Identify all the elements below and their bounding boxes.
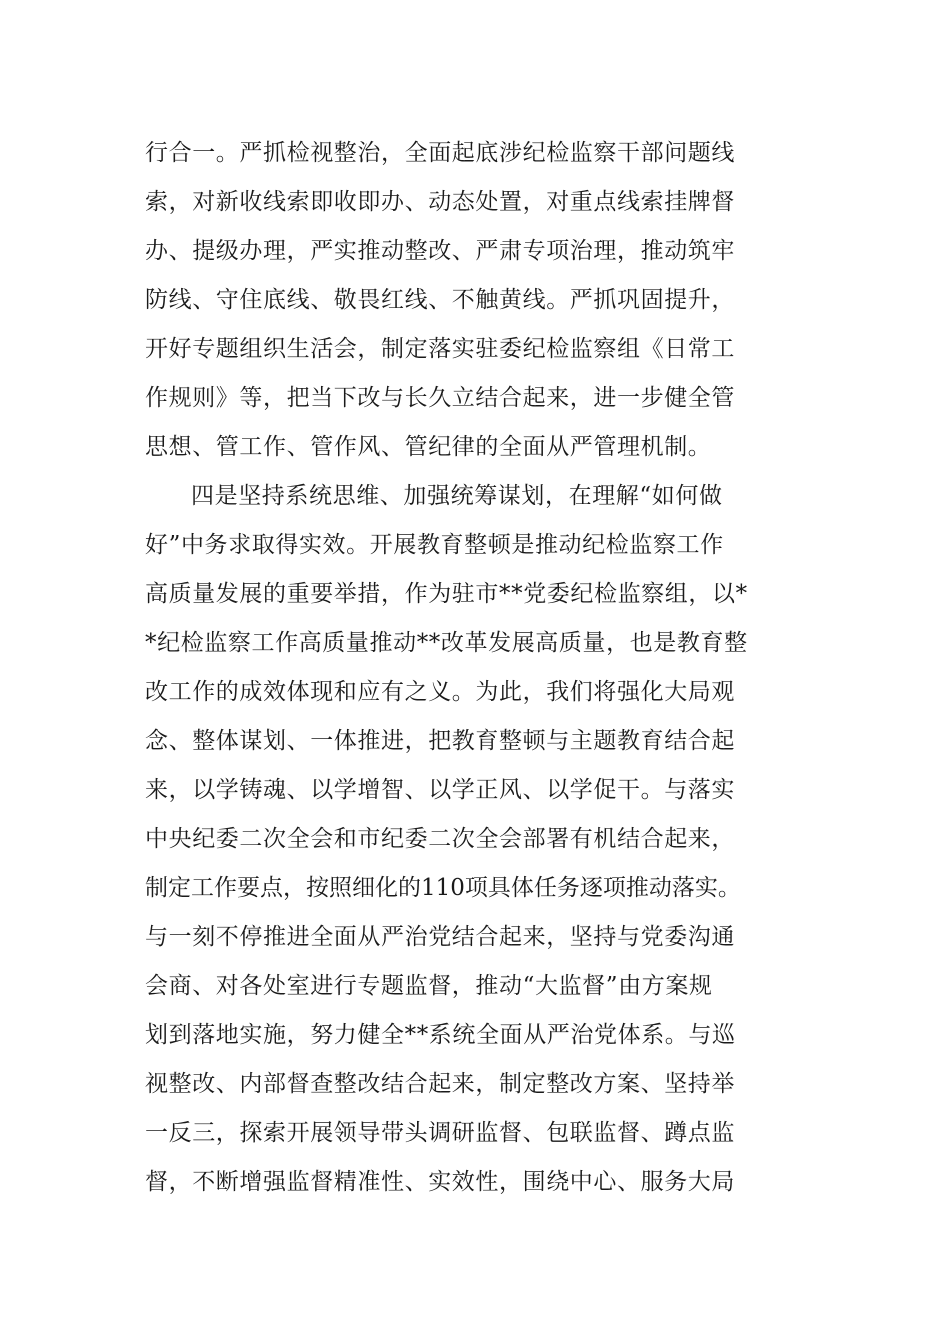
text-line-3: 办、提级办理，严实推动整改、严肃专项治理，推动筑牢 (145, 238, 735, 264)
text-line-7: 思想、管工作、管作风、管纪律的全面从严管理机制。 (145, 434, 712, 460)
text-line-13: 念、整体谋划、一体推进，把教育整顿与主题教育结合起 (145, 728, 735, 754)
text-line-14: 来，以学铸魂、以学增智、以学正风、以学促干。与落实 (145, 777, 735, 803)
text-line-1: 行合一。严抓检视整治，全面起底涉纪检监察干部问题线 (145, 140, 735, 166)
text-line-22: 督，不断增强监督精准性、实效性，围绕中心、服务大局 (145, 1169, 735, 1195)
text-line-16: 制定工作要点，按照细化的110项具体任务逐项推动落实。 (145, 875, 741, 901)
text-line-10: 高质量发展的重要举措，作为驻市**党委纪检监察组，以* (145, 581, 748, 607)
paragraph-start-line: 四是坚持系统思维、加强统筹谋划，在理解“如何做 (191, 483, 723, 509)
text-line-17: 与一刻不停推进全面从严治党结合起来，坚持与党委沟通 (145, 924, 735, 950)
text-line-2: 索，对新收线索即收即办、动态处置，对重点线索挂牌督 (145, 189, 735, 215)
text-line-6: 作规则》等，把当下改与长久立结合起来，进一步健全管 (145, 385, 735, 411)
text-line-20: 视整改、内部督查整改结合起来，制定整改方案、坚持举 (145, 1071, 735, 1097)
text-line-15: 中央纪委二次全会和市纪委二次全会部署有机结合起来， (145, 826, 735, 852)
text-line-18: 会商、对各处室进行专题监督，推动“大监督”由方案规 (145, 973, 713, 999)
text-line-9: 好”中务求取得实效。开展教育整顿是推动纪检监察工作 (145, 532, 724, 558)
text-line-19: 划到落地实施，努力健全**系统全面从严治党体系。与巡 (145, 1022, 736, 1048)
text-line-4: 防线、守住底线、敬畏红线、不触黄线。严抓巩固提升， (145, 287, 735, 313)
text-line-12: 改工作的成效体现和应有之义。为此，我们将强化大局观 (145, 679, 735, 705)
text-line-5: 开好专题组织生活会，制定落实驻委纪检监察组《日常工 (145, 336, 735, 362)
text-line-21: 一反三，探索开展领导带头调研监督、包联监督、蹲点监 (145, 1120, 735, 1146)
text-line-11: *纪检监察工作高质量推动**改革发展高质量，也是教育整 (145, 630, 748, 656)
